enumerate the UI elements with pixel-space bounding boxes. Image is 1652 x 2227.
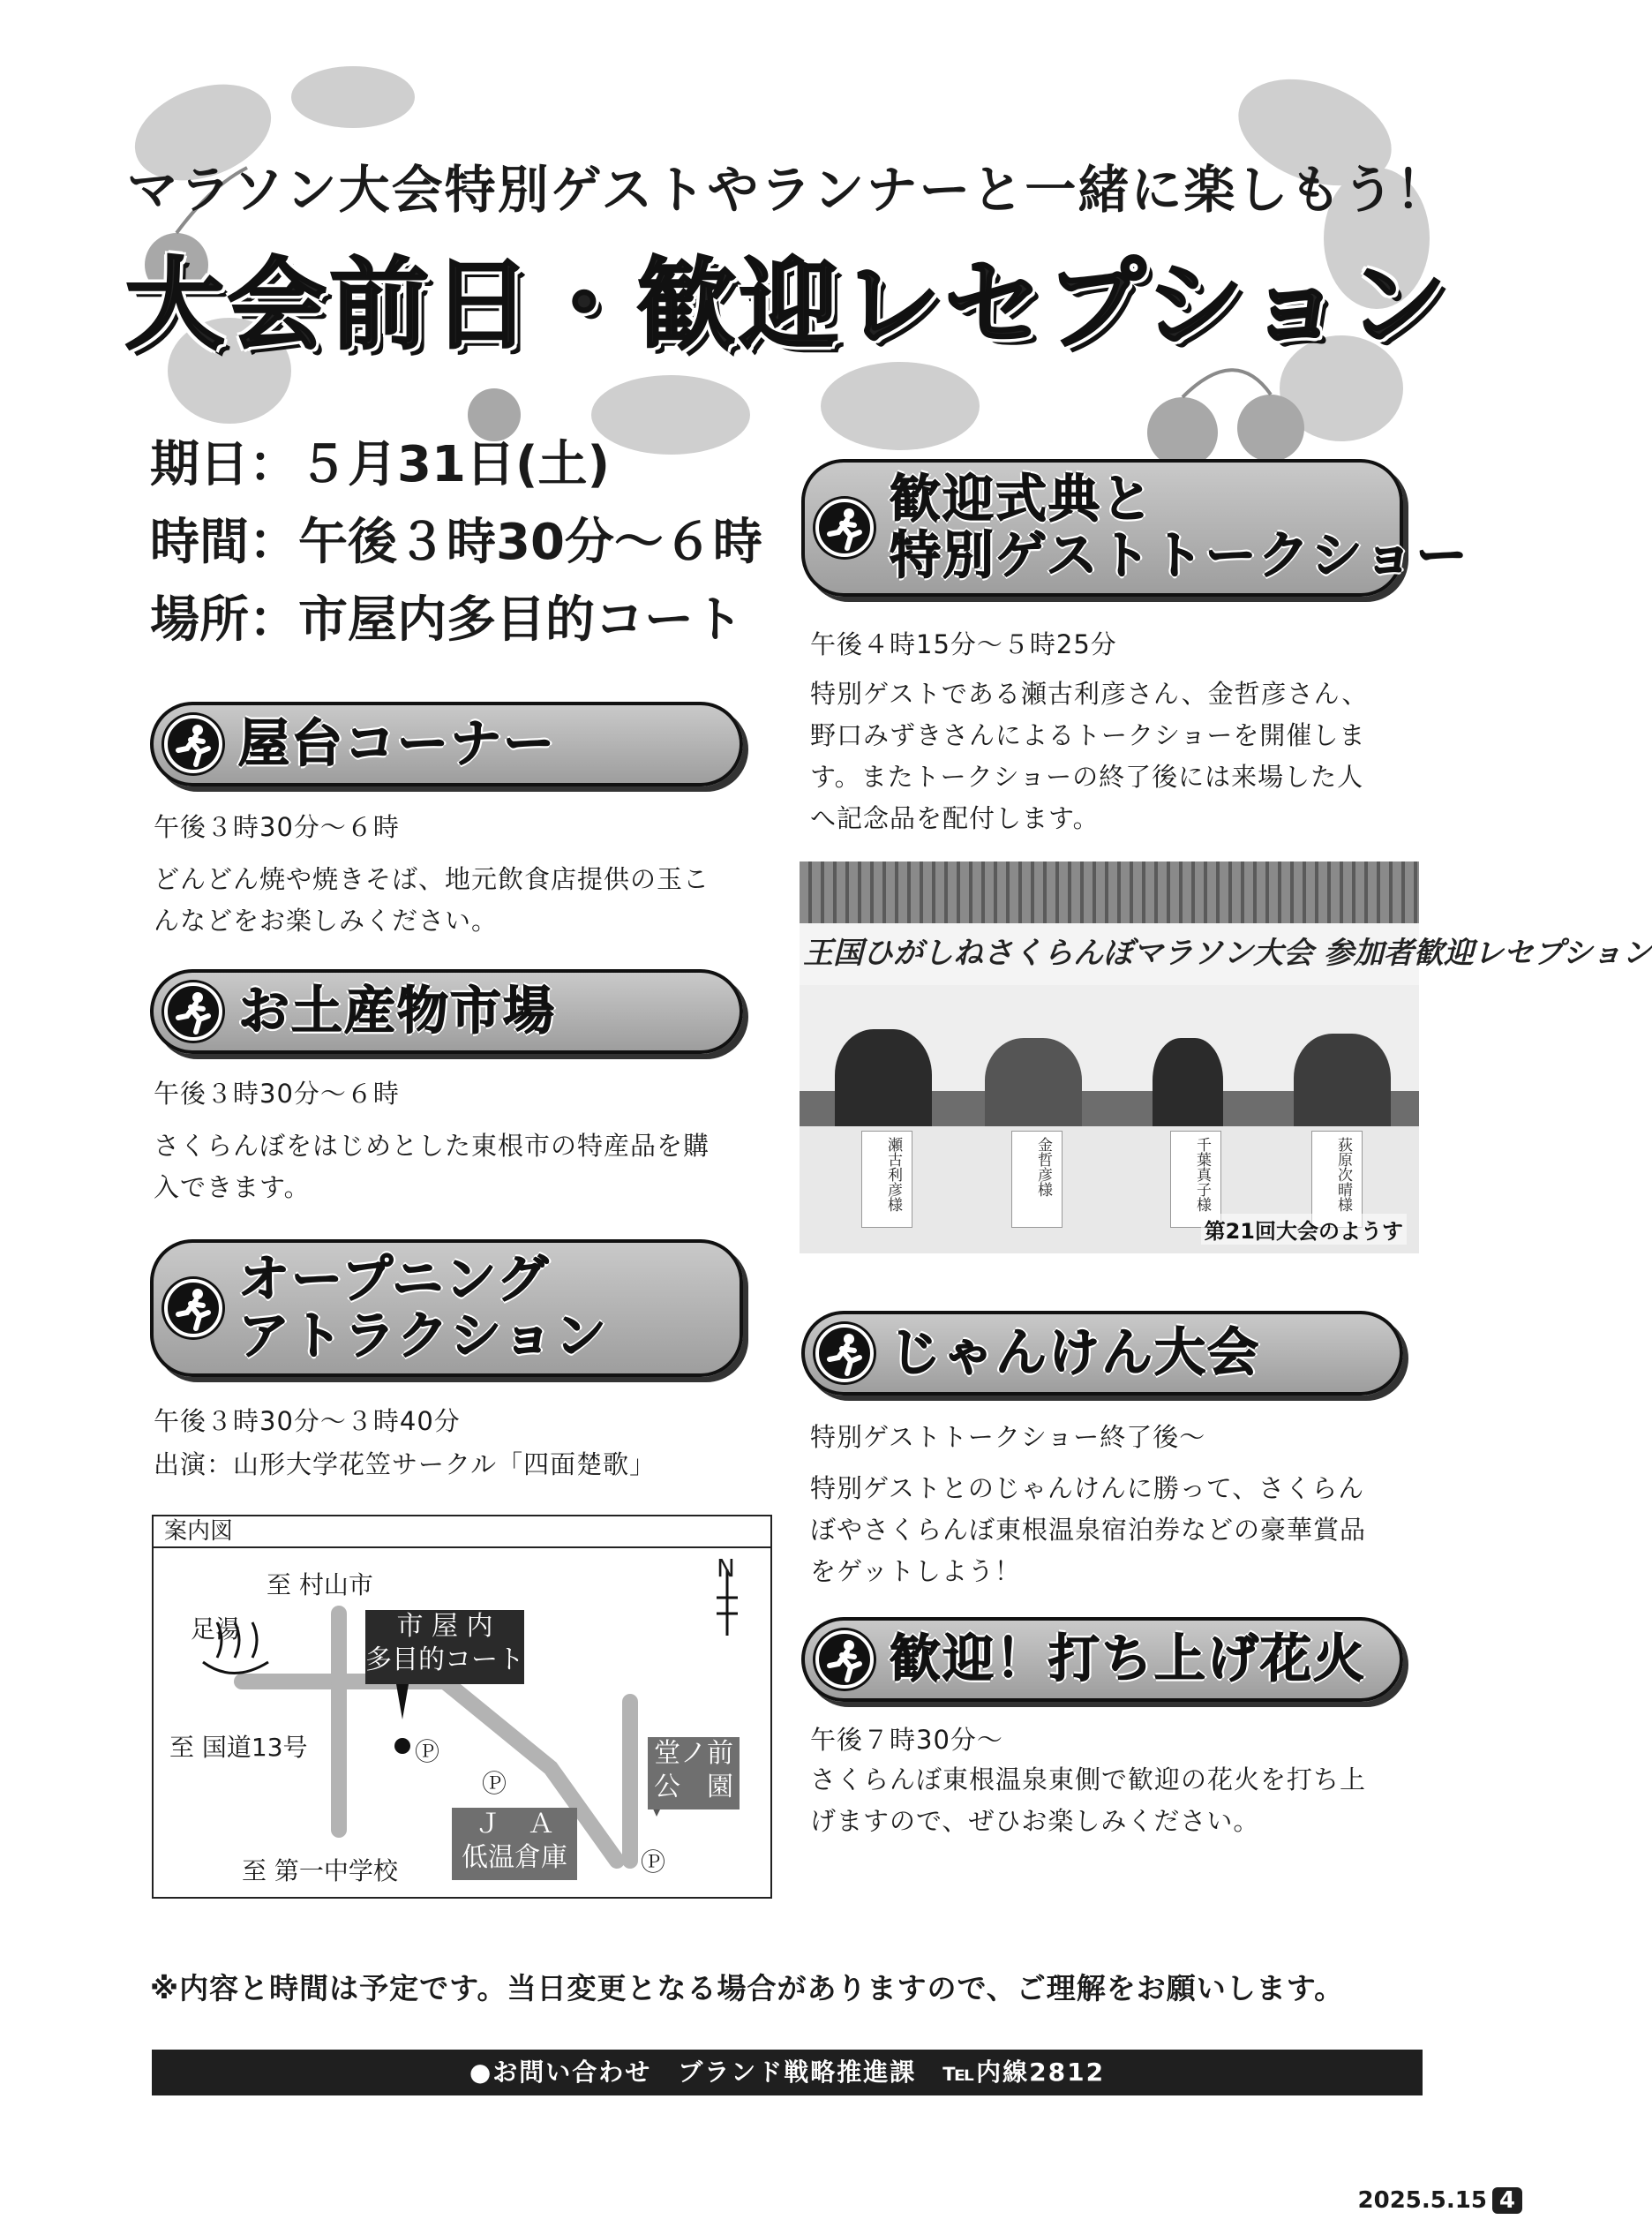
park-label-line: 堂ノ前 (654, 1738, 733, 1769)
section-title: お土産物市場 (238, 981, 557, 1042)
nameplate: 荻原次晴様 (1311, 1131, 1363, 1228)
park-label-line: 公 園 (654, 1772, 733, 1802)
event-date: 期日：５月31日(土) (150, 436, 611, 493)
description-line: をゲットしよう！ (810, 1556, 1021, 1586)
description-line: んなどをお楽しみください。 (154, 906, 499, 936)
nameplate: 瀬古利彦様 (861, 1131, 912, 1228)
photo-caption: 第21回大会のようす (1201, 1214, 1407, 1245)
section-description (810, 1759, 1366, 1842)
section-header-hanabi (801, 1617, 1403, 1702)
title-line: 歓迎式典と (890, 469, 1155, 530)
section-description (154, 1125, 710, 1208)
description-line: どんどん焼や焼きそば、地元飲食店提供の玉こ (154, 864, 710, 894)
section-time: 午後７時30分～ (810, 1725, 1003, 1755)
section-performer: 出演：山形大学花笠サークル「四面楚歌」 (154, 1449, 657, 1479)
map-label: 案内図 (154, 1516, 770, 1548)
description-line: へ記念品を配付します。 (810, 803, 1100, 833)
photo-banner-text: 王国ひがしねさくらんぼマラソン大会 参加者歓迎レセプション (803, 936, 1652, 971)
parking-icon: Ⓟ (641, 1847, 666, 1877)
north-marker: N (717, 1554, 735, 1583)
section-title: 屋台コーナー (238, 713, 557, 774)
guide-map (152, 1515, 772, 1899)
venue-label-line: 多目的コート (365, 1644, 524, 1675)
description-line: さくらんぼ東根温泉東側で歓迎の花火を打ち上 (810, 1764, 1367, 1794)
description-line: げますので、ぜひお楽しみください。 (810, 1806, 1260, 1836)
map-direction-murayama: 至 村山市 (267, 1570, 373, 1599)
description-line: 野口みずきさんによるトークショーを開催しま (810, 720, 1366, 750)
event-subtitle: マラソン大会特別ゲストやランナーと一緒に楽しもう！ (126, 160, 1449, 220)
event-title: 大会前日・歓迎レセプション (124, 248, 1451, 363)
section-header-opening (150, 1239, 743, 1377)
description-line: す。またトークショーの終了後には来場した人 (810, 762, 1364, 792)
runner-icon (815, 1324, 874, 1382)
section-title (890, 471, 1469, 584)
parking-icon: Ⓟ (415, 1737, 440, 1766)
section-time: 特別ゲストトークショー終了後～ (810, 1422, 1206, 1452)
section-title: 歓迎！打ち上げ花火 (890, 1629, 1367, 1689)
section-title (238, 1249, 608, 1366)
runner-icon (164, 1279, 222, 1337)
publication-date: 2025.5.15 (1357, 2187, 1487, 2214)
section-description (154, 859, 710, 942)
description-line: 特別ゲストである瀬古利彦さん、金哲彦さん、 (810, 679, 1369, 709)
reception-photo (800, 861, 1652, 1253)
ja-label-line: Ｊ Ａ (475, 1809, 554, 1840)
description-line: 特別ゲストとのじゃんけんに勝って、さくらん (810, 1473, 1365, 1503)
photo-curtain (800, 861, 1419, 923)
title-line: オープニング (238, 1249, 551, 1310)
section-header-omiyage (150, 969, 743, 1054)
section-time: 午後４時15分～５時25分 (810, 629, 1117, 659)
section-time: 午後３時30分～６時 (154, 812, 400, 842)
description-line: ぼやさくらんぼ東根温泉宿泊券などの豪華賞品 (810, 1515, 1367, 1545)
venue-label-line: 市 屋 内 (396, 1611, 493, 1642)
runner-icon (815, 1630, 874, 1689)
runner-icon (815, 499, 874, 557)
runner-icon (164, 982, 222, 1041)
map-direction-route13: 至 国道13号 (169, 1733, 308, 1762)
section-title: じゃんけん大会 (890, 1322, 1261, 1383)
section-time: 午後３時30分～３時40分 (154, 1406, 461, 1436)
page-number: 4 (1492, 2187, 1522, 2214)
ja-warehouse-marker (452, 1808, 577, 1880)
event-time: 時間：午後３時30分～６時 (150, 514, 762, 571)
nameplate: 千葉真子様 (1170, 1131, 1221, 1228)
title-line: アトラクション (238, 1305, 608, 1366)
section-description (810, 673, 1368, 839)
runner-icon (164, 715, 222, 773)
title-line: 特別ゲストトークショー (890, 525, 1469, 585)
schedule-note: ※内容と時間は予定です。当日変更となる場合がありますので、ご理解をお願いします。 (150, 1971, 1345, 2005)
venue-marker (365, 1610, 524, 1684)
section-header-kangei (801, 459, 1469, 597)
section-header-janken (801, 1311, 1403, 1396)
contact-bar: ●お問い合わせ ブランド戦略推進課 ℡内線2812 (152, 2050, 1423, 2095)
map-ashiyu: 足湯 (191, 1614, 241, 1644)
event-place: 場所：市屋内多目的コート (150, 591, 743, 649)
description-line: 入できます。 (154, 1172, 311, 1202)
parking-icon: Ⓟ (482, 1769, 507, 1798)
section-time: 午後３時30分～６時 (154, 1079, 400, 1109)
ja-label-line: 低温倉庫 (462, 1842, 567, 1873)
map-direction-daiichi: 至 第一中学校 (242, 1856, 398, 1885)
description-line: さくらんぼをはじめとした東根市の特産品を購 (154, 1131, 710, 1161)
footer (1358, 2187, 1522, 2214)
section-header-yatai (150, 702, 743, 786)
park-marker (648, 1737, 740, 1809)
section-description (810, 1468, 1366, 1592)
nameplate: 金哲彦様 (1011, 1131, 1063, 1228)
